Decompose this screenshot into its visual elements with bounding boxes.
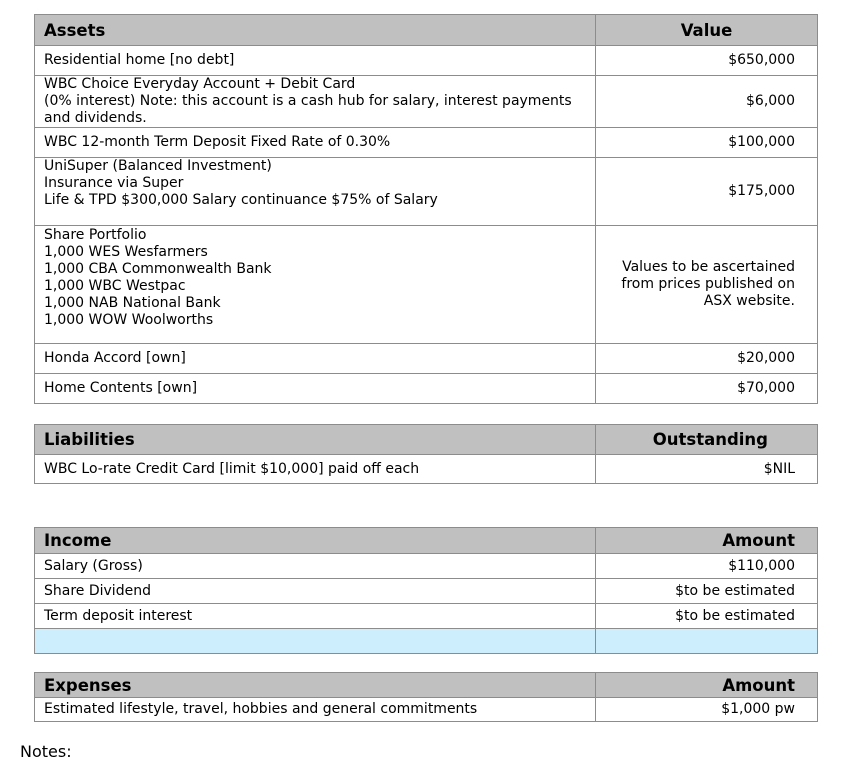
asset-value-line: ASX website. <box>703 293 795 309</box>
asset-row-home-contents <box>35 374 818 404</box>
asset-label-line: (0% interest) Note: this account is a cash hub for salary, interest payments <box>44 93 572 109</box>
asset-value-line: Values to be ascertained <box>622 259 795 275</box>
asset-label-line: and dividends. <box>44 110 147 126</box>
liabilities-header-label: Liabilities <box>35 425 596 455</box>
liability-row <box>35 455 818 484</box>
asset-label-line: UniSuper (Balanced Investment) <box>44 158 272 174</box>
liabilities-header-value: Outstanding <box>596 425 818 455</box>
expense-label: Estimated lifestyle, travel, hobbies and general commitments <box>35 698 596 722</box>
asset-label-line: WBC Choice Everyday Account + Debit Card <box>44 76 356 92</box>
asset-label-line: Share Portfolio <box>44 227 147 243</box>
income-table <box>34 527 818 654</box>
asset-value-line: from prices published on <box>621 276 795 292</box>
asset-label-line: 1,000 CBA Commonwealth Bank <box>44 261 272 277</box>
expenses-header-label: Expenses <box>35 673 596 698</box>
income-row-term-interest <box>35 604 818 629</box>
asset-label: Residential home [no debt] <box>35 46 596 76</box>
income-empty-value-cell[interactable] <box>596 629 818 654</box>
income-label: Salary (Gross) <box>35 554 596 579</box>
income-row-salary <box>35 554 818 579</box>
notes-heading: Notes: <box>20 742 72 761</box>
asset-value: $70,000 <box>596 374 818 404</box>
asset-row-everyday-account <box>35 76 818 128</box>
income-value: $to be estimated <box>596 604 818 629</box>
expenses-header-row <box>35 673 818 698</box>
asset-value: $100,000 <box>596 128 818 158</box>
asset-value <box>596 226 818 344</box>
expense-value: $1,000 pw <box>596 698 818 722</box>
assets-header-label: Assets <box>35 15 596 46</box>
asset-label <box>35 226 596 344</box>
asset-label <box>35 76 596 128</box>
asset-label-line: Insurance via Super <box>44 175 184 191</box>
income-header-value: Amount <box>596 528 818 554</box>
income-row-empty[interactable] <box>35 629 818 654</box>
income-header-row <box>35 528 818 554</box>
asset-value: $175,000 <box>596 158 818 226</box>
expense-row <box>35 698 818 722</box>
liability-label: WBC Lo-rate Credit Card [limit $10,000] paid off each <box>35 455 596 484</box>
asset-row-term-deposit <box>35 128 818 158</box>
asset-label: Honda Accord [own] <box>35 344 596 374</box>
expenses-table <box>34 672 818 722</box>
asset-label: WBC 12-month Term Deposit Fixed Rate of 0.30% <box>35 128 596 158</box>
expenses-header-value: Amount <box>596 673 818 698</box>
liability-value: $NIL <box>596 455 818 484</box>
income-label: Term deposit interest <box>35 604 596 629</box>
asset-row-share-portfolio <box>35 226 818 344</box>
asset-row-home <box>35 46 818 76</box>
income-empty-label-cell[interactable] <box>35 629 596 654</box>
asset-row-unisuper <box>35 158 818 226</box>
assets-header-value: Value <box>596 15 818 46</box>
income-row-dividend <box>35 579 818 604</box>
income-value: $110,000 <box>596 554 818 579</box>
assets-table <box>34 14 818 404</box>
asset-label <box>35 158 596 226</box>
income-label: Share Dividend <box>35 579 596 604</box>
asset-label-line: 1,000 WBC Westpac <box>44 278 186 294</box>
asset-value: $20,000 <box>596 344 818 374</box>
asset-label-line: 1,000 WOW Woolworths <box>44 312 214 328</box>
asset-label: Home Contents [own] <box>35 374 596 404</box>
liabilities-table <box>34 424 818 484</box>
income-value: $to be estimated <box>596 579 818 604</box>
asset-row-car <box>35 344 818 374</box>
asset-label-line: 1,000 WES Wesfarmers <box>44 244 208 260</box>
asset-value: $6,000 <box>596 76 818 128</box>
asset-label-line: 1,000 NAB National Bank <box>44 295 221 311</box>
income-header-label: Income <box>35 528 596 554</box>
assets-header-row <box>35 15 818 46</box>
asset-value: $650,000 <box>596 46 818 76</box>
liabilities-header-row <box>35 425 818 455</box>
asset-label-line: Life & TPD $300,000 Salary continuance $75% of Salary <box>44 192 438 208</box>
